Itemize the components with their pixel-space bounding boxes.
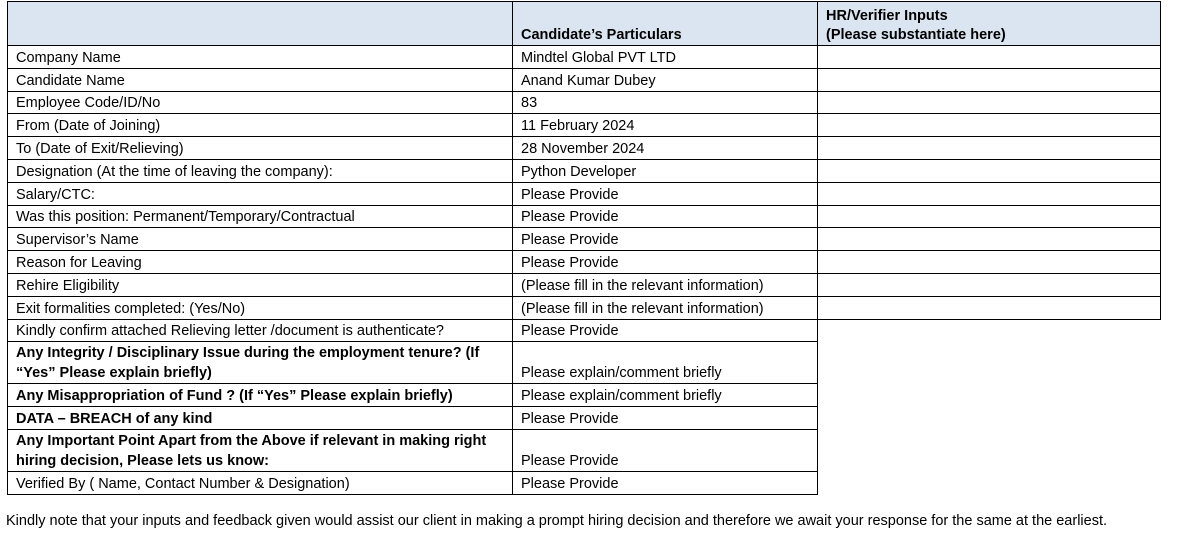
row-verifier-input[interactable] bbox=[818, 46, 1161, 69]
row-value: Please explain/comment briefly bbox=[513, 342, 818, 384]
row-value: Please Provide bbox=[513, 429, 818, 471]
row-verifier-input bbox=[818, 407, 1161, 430]
row-value: Please Provide bbox=[513, 319, 818, 342]
row-label: Any Important Point Apart from the Above if relevant in making right hiring decision, Please lets us know: bbox=[8, 429, 513, 471]
row-label: Employee Code/ID/No bbox=[8, 91, 513, 114]
row-value: Please Provide bbox=[513, 228, 818, 251]
row-value: (Please fill in the relevant information) bbox=[513, 296, 818, 319]
table-header-row bbox=[8, 2, 1161, 46]
row-label: Supervisor’s Name bbox=[8, 228, 513, 251]
header-cell-blank bbox=[8, 2, 513, 46]
row-label: From (Date of Joining) bbox=[8, 114, 513, 137]
table-row bbox=[8, 273, 1161, 296]
row-verifier-input[interactable] bbox=[818, 68, 1161, 91]
row-value: 28 November 2024 bbox=[513, 137, 818, 160]
row-value: Please Provide bbox=[513, 407, 818, 430]
table-row bbox=[8, 342, 1161, 384]
row-label: Salary/CTC: bbox=[8, 182, 513, 205]
row-value: Mindtel Global PVT LTD bbox=[513, 46, 818, 69]
footer-note: Kindly note that your inputs and feedback given would assist our client in making a prompt hiring decision and therefore we await your response for the same at the earliest. bbox=[6, 513, 1108, 529]
table-row bbox=[8, 68, 1161, 91]
row-label: Candidate Name bbox=[8, 68, 513, 91]
header-hr-line1: HR/Verifier Inputs bbox=[826, 8, 948, 24]
row-verifier-input[interactable] bbox=[818, 137, 1161, 160]
row-label: Reason for Leaving bbox=[8, 251, 513, 274]
row-label: Company Name bbox=[8, 46, 513, 69]
table-row bbox=[8, 407, 1161, 430]
row-verifier-input[interactable] bbox=[818, 296, 1161, 319]
row-verifier-input bbox=[818, 384, 1161, 407]
row-label: Was this position: Permanent/Temporary/Contractual bbox=[8, 205, 513, 228]
table-row bbox=[8, 91, 1161, 114]
row-label: DATA – BREACH of any kind bbox=[8, 407, 513, 430]
table-row bbox=[8, 46, 1161, 69]
table-row bbox=[8, 228, 1161, 251]
table-row bbox=[8, 429, 1161, 471]
row-verifier-input[interactable] bbox=[818, 182, 1161, 205]
table-row bbox=[8, 319, 1161, 342]
table-row bbox=[8, 296, 1161, 319]
table-row bbox=[8, 384, 1161, 407]
row-verifier-input[interactable] bbox=[818, 251, 1161, 274]
row-verifier-input bbox=[818, 319, 1161, 342]
row-label: Exit formalities completed: (Yes/No) bbox=[8, 296, 513, 319]
row-verifier-input bbox=[818, 429, 1161, 471]
row-verifier-input[interactable] bbox=[818, 114, 1161, 137]
row-label: Any Misappropriation of Fund ? (If “Yes” Please explain briefly) bbox=[8, 384, 513, 407]
row-value: Please Provide bbox=[513, 205, 818, 228]
table-row bbox=[8, 182, 1161, 205]
row-value: Please explain/comment briefly bbox=[513, 384, 818, 407]
row-verifier-input[interactable] bbox=[818, 273, 1161, 296]
table-row bbox=[8, 251, 1161, 274]
row-verifier-input bbox=[818, 342, 1161, 384]
row-verifier-input[interactable] bbox=[818, 91, 1161, 114]
row-value: (Please fill in the relevant information) bbox=[513, 273, 818, 296]
row-value: 83 bbox=[513, 91, 818, 114]
row-label: Kindly confirm attached Relieving letter /document is authenticate? bbox=[8, 319, 513, 342]
row-value: Anand Kumar Dubey bbox=[513, 68, 818, 91]
row-value: Python Developer bbox=[513, 159, 818, 182]
row-value: 11 February 2024 bbox=[513, 114, 818, 137]
row-value: Please Provide bbox=[513, 471, 818, 494]
table-row bbox=[8, 114, 1161, 137]
row-verifier-input[interactable] bbox=[818, 159, 1161, 182]
row-label: To (Date of Exit/Relieving) bbox=[8, 137, 513, 160]
table-row bbox=[8, 471, 1161, 494]
row-verifier-input[interactable] bbox=[818, 205, 1161, 228]
table-row bbox=[8, 205, 1161, 228]
header-hr-line2: (Please substantiate here) bbox=[826, 27, 1006, 43]
row-value: Please Provide bbox=[513, 251, 818, 274]
row-verifier-input[interactable] bbox=[818, 228, 1161, 251]
row-label: Designation (At the time of leaving the company): bbox=[8, 159, 513, 182]
header-hr-verifier-inputs bbox=[818, 2, 1161, 46]
table-row bbox=[8, 137, 1161, 160]
header-candidate-particulars: Candidate’s Particulars bbox=[513, 2, 818, 46]
row-verifier-input bbox=[818, 471, 1161, 494]
row-value: Please Provide bbox=[513, 182, 818, 205]
row-label: Rehire Eligibility bbox=[8, 273, 513, 296]
table-row bbox=[8, 159, 1161, 182]
verification-table bbox=[7, 1, 1161, 495]
row-label: Any Integrity / Disciplinary Issue during the employment tenure? (If “Yes” Please explain briefly) bbox=[8, 342, 513, 384]
row-label: Verified By ( Name, Contact Number & Designation) bbox=[8, 471, 513, 494]
